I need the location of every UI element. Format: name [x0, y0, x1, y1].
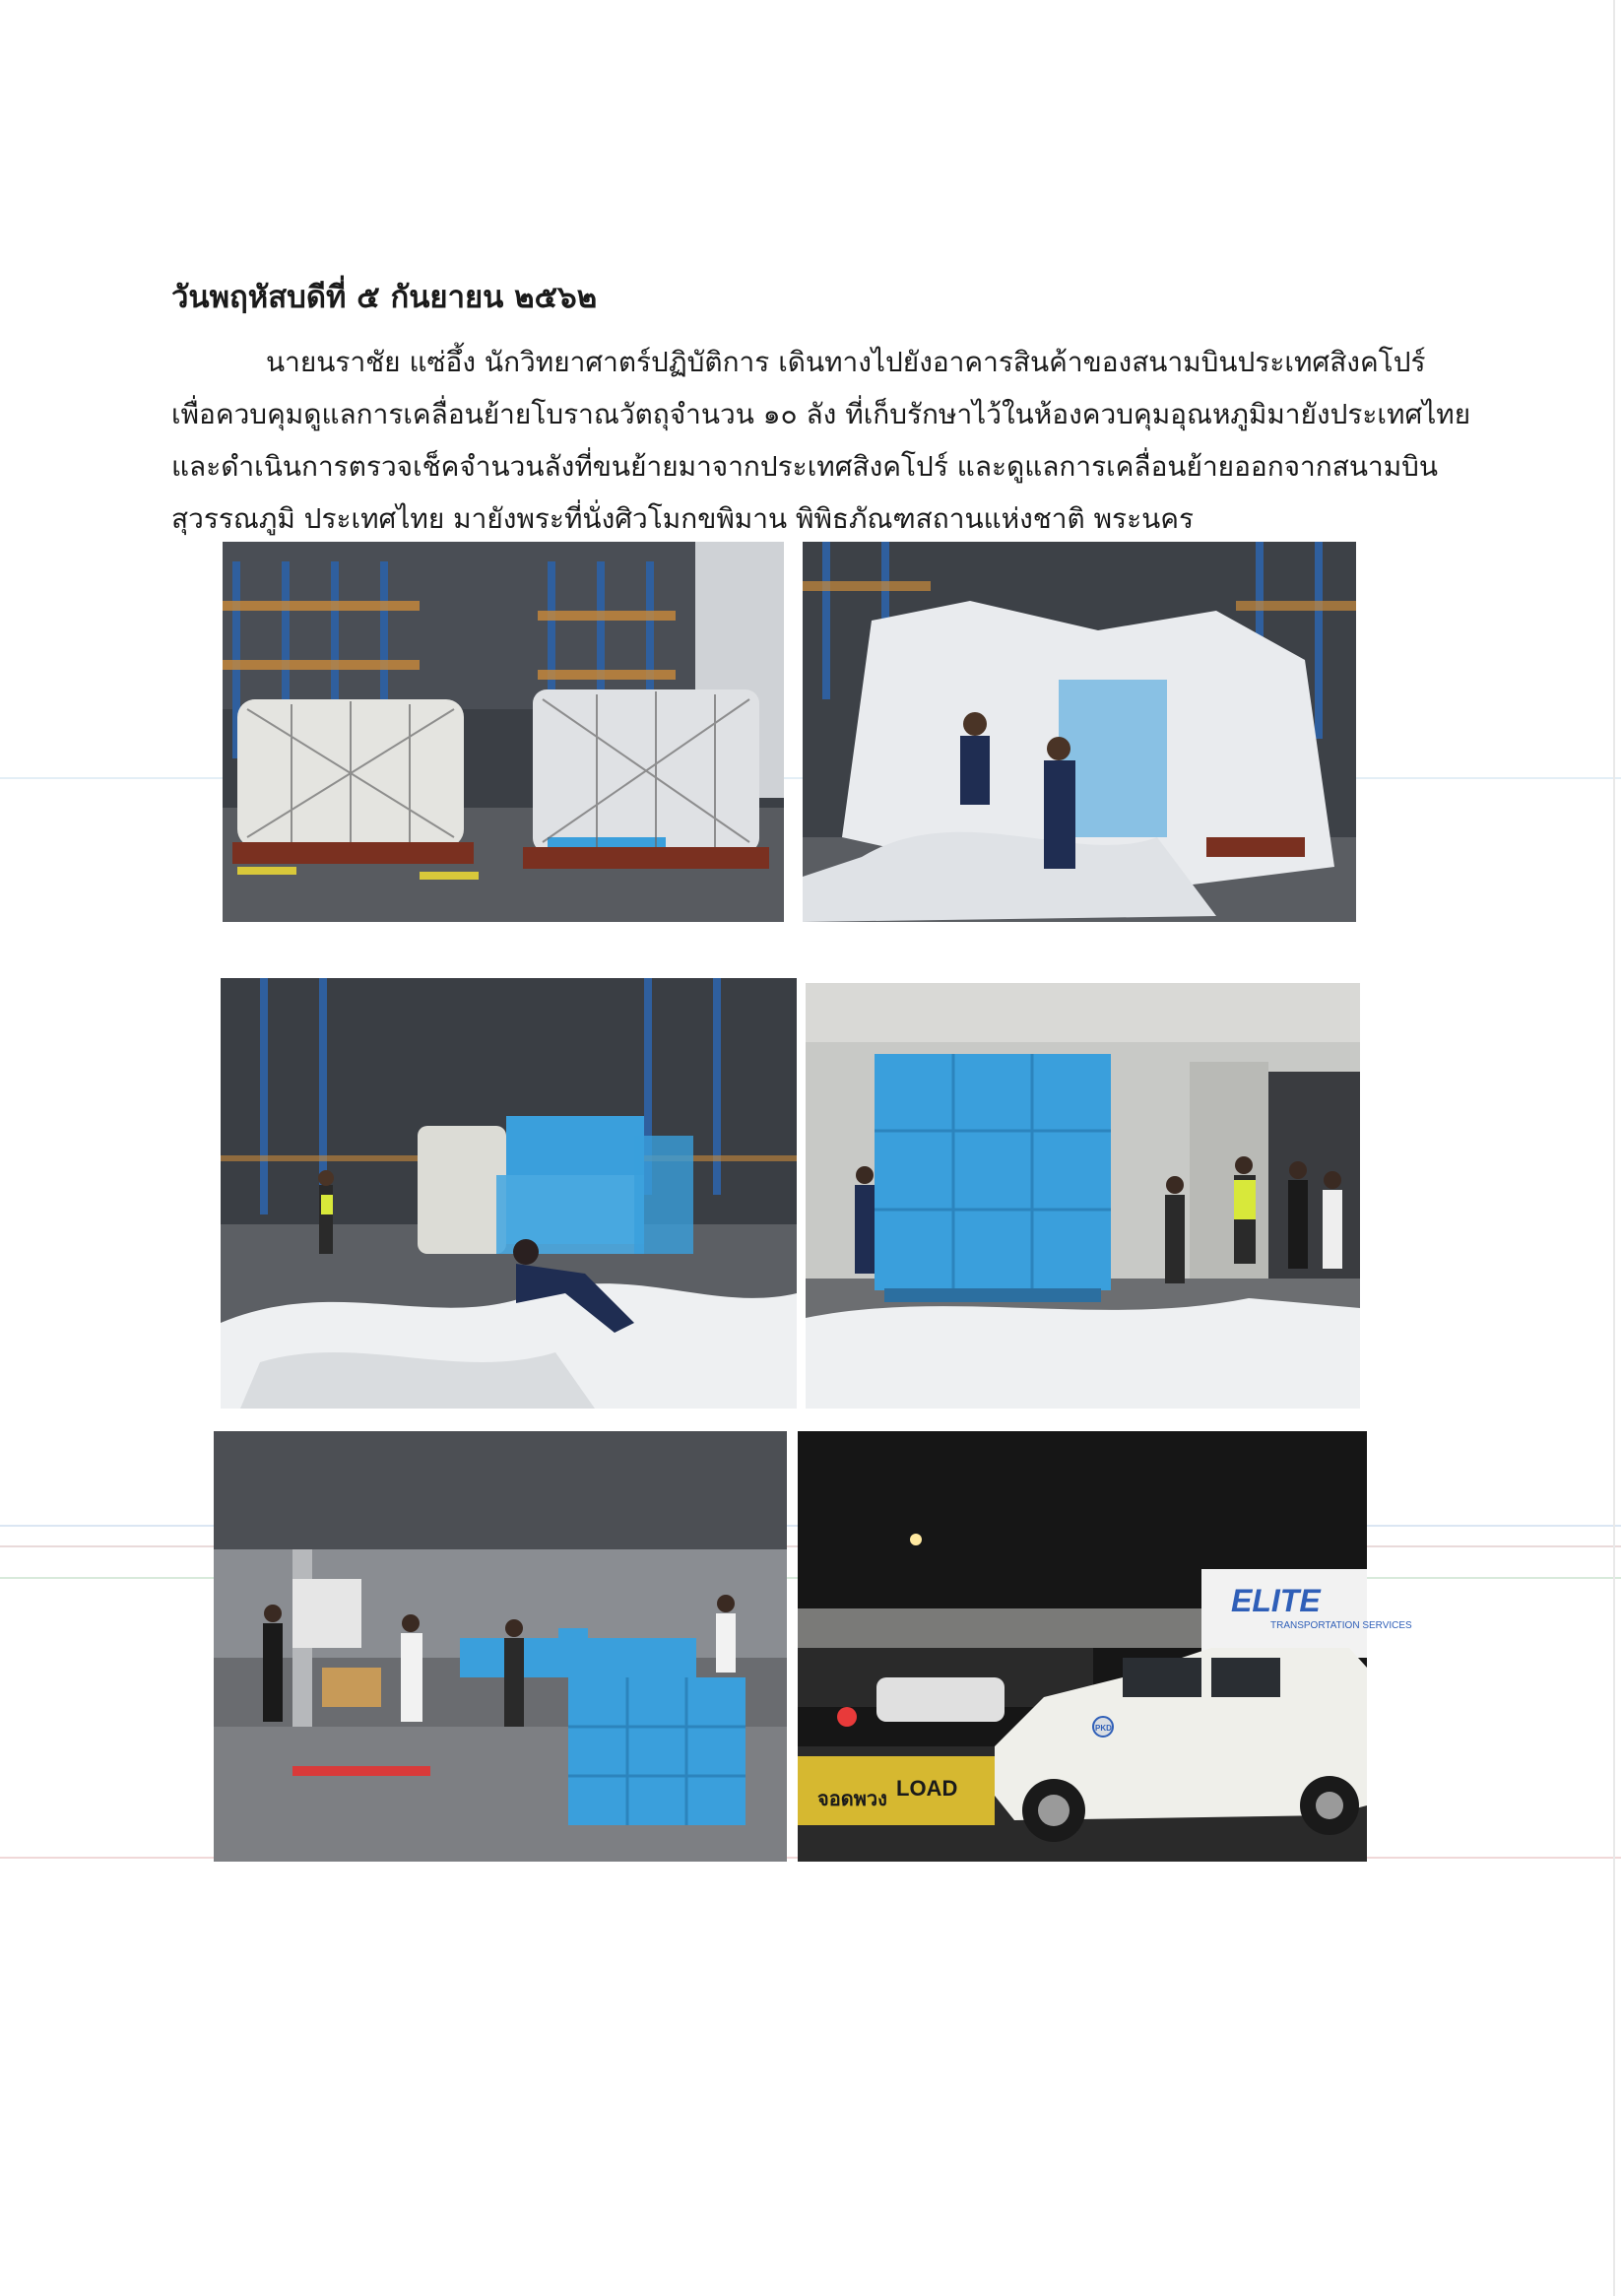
photo-tarp-on-floor — [221, 978, 797, 1409]
truck-sign-subtext: TRANSPORTATION SERVICES — [1270, 1620, 1412, 1631]
truck-sign-text: ELITE — [1231, 1583, 1321, 1618]
photo-wrapped-crates-warehouse — [223, 542, 784, 922]
scan-edge-line — [1613, 0, 1615, 2296]
photo-removing-tarp — [803, 542, 1356, 922]
paragraph-line: นายนราชัย แซ่อึ้ง นักวิทยาศาตร์ปฏิบัติการ เดินทางไปยังอาคารสินค้าของสนามบินประเทศสิงคโปร์ — [266, 346, 1426, 378]
date-heading: วันพฤหัสบดีที่ ๕ กันยายน ๒๕๖๒ — [171, 280, 598, 315]
photo-night-truck-pickup — [798, 1431, 1412, 1862]
paragraph-line: เพื่อควบคุมดูแลการเคลื่อนย้ายโบราณวัตถุจำนวน ๑๐ ลัง ที่เก็บรักษาไว้ในห้องควบคุมอุณหภูมิมายังประเทศไทย — [171, 398, 1471, 430]
paragraph-line: และดำเนินการตรวจเช็คจำนวนลังที่ขนย้ายมาจากประเทศสิงคโปร์ และดูแลการเคลื่อนย้ายออกจากสนามบิน — [171, 450, 1439, 483]
photo-blue-crate-workers — [806, 983, 1360, 1409]
body-paragraph — [171, 336, 1471, 545]
paragraph-line: สุวรรณภูมิ ประเทศไทย มายังพระที่นั่งศิวโมกขพิมาน พิพิธภัณฑสถานแห่งชาติ พระนคร — [171, 502, 1195, 535]
door-logo-text: PKD — [1095, 1724, 1112, 1733]
photo-crates-cargo-terminal — [214, 1431, 787, 1862]
barrier-load-text: LOAD — [896, 1776, 958, 1801]
barrier-thai-text: จอดพวง — [817, 1789, 887, 1810]
